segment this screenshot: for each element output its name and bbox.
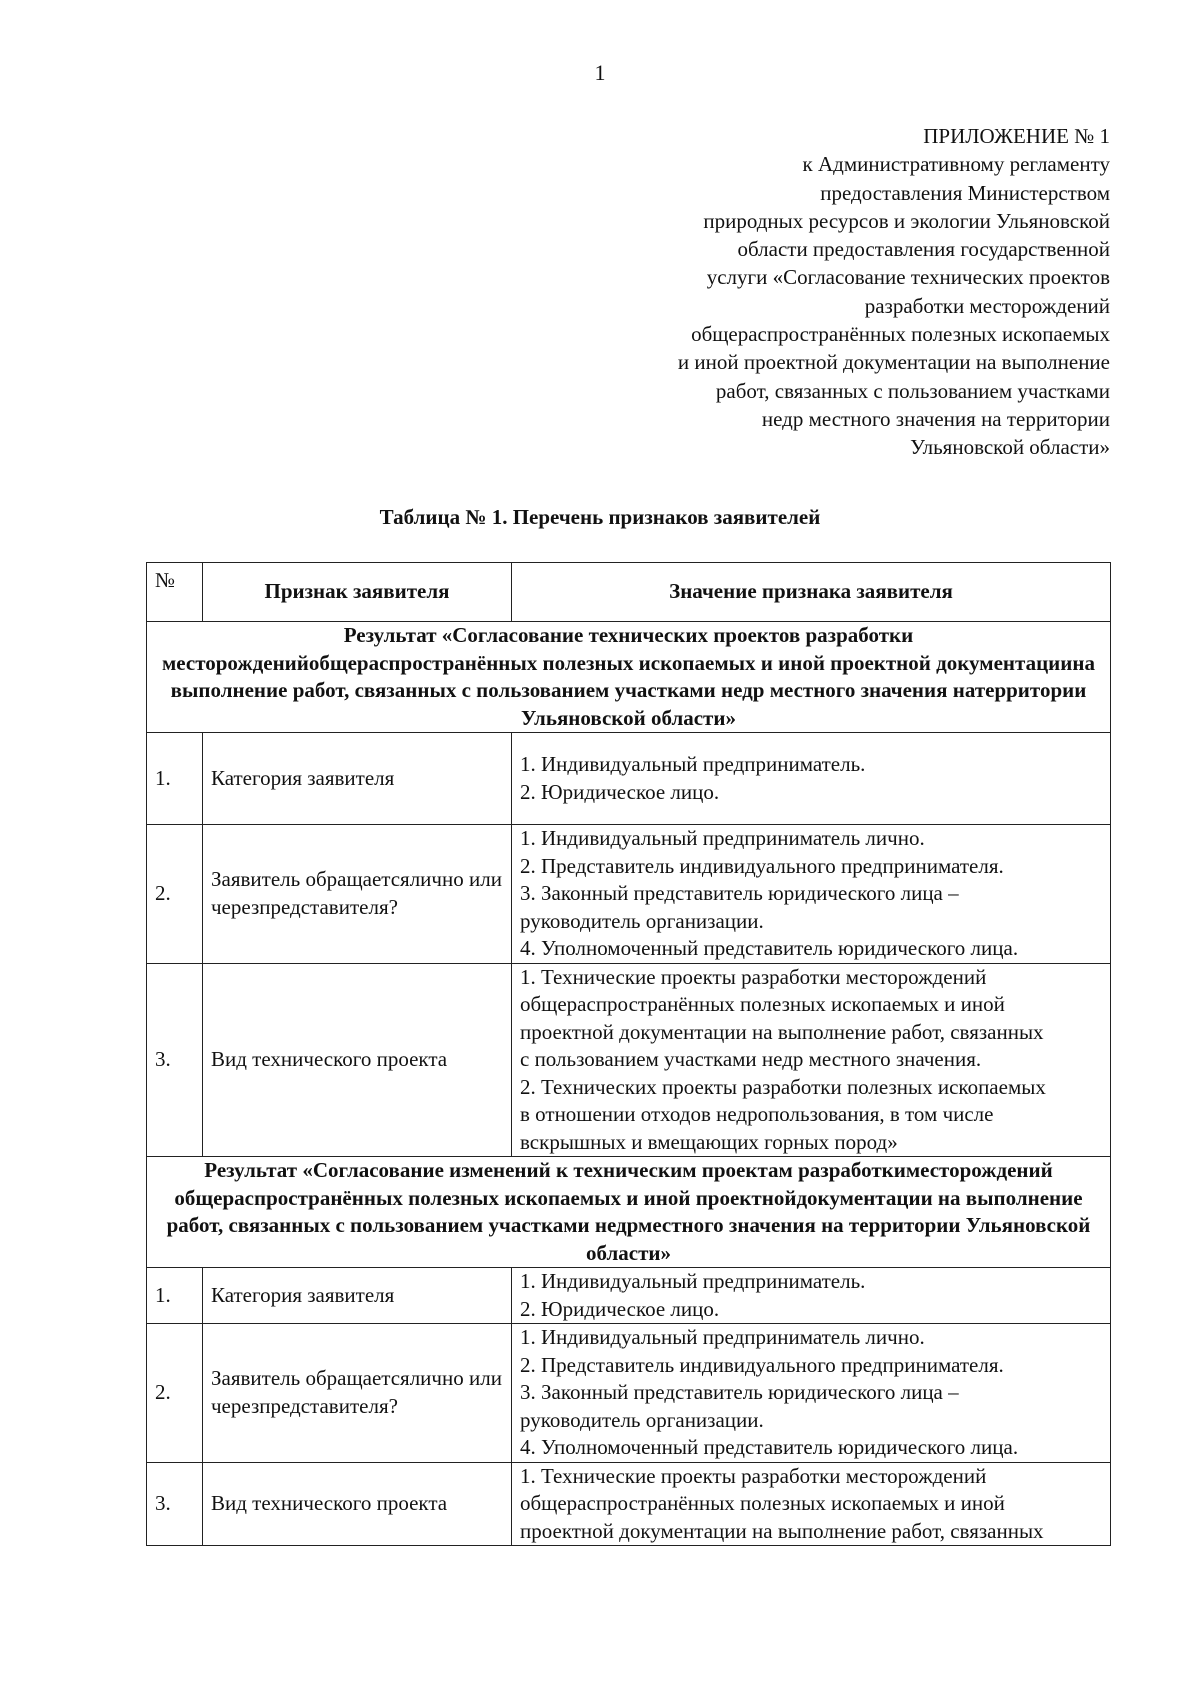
row-value bbox=[512, 733, 1111, 825]
header-num: № bbox=[147, 563, 203, 622]
header-value: Значение признака заявителя bbox=[512, 563, 1111, 622]
table-row bbox=[147, 1462, 1111, 1546]
table-row bbox=[147, 1268, 1111, 1324]
appendix-line: услуги «Согласование технических проектов bbox=[706, 265, 1110, 290]
header-feature: Признак заявителя bbox=[203, 563, 512, 622]
row-value-line: общераспространённых полезных ископаемых и иной bbox=[520, 992, 1005, 1016]
row-value-line: 2. Юридическое лицо. bbox=[520, 1296, 720, 1321]
section-title-line: месторождений общераспространённых полезных ископаемых и иной проектной bbox=[174, 1158, 1053, 1210]
section-title-line: Результат «Согласование технических проектов разработки месторождений bbox=[162, 623, 914, 675]
row-value-line: 1. Технические проекты разработки месторождений bbox=[520, 1463, 987, 1488]
row-feature bbox=[203, 1268, 512, 1324]
section-title-line: территории Ульяновской области» bbox=[521, 678, 1087, 730]
row-feature-line: Вид технического проекта bbox=[211, 1491, 448, 1515]
row-feature-line: Заявитель обращается bbox=[211, 1366, 410, 1391]
row-value-line: 4. Уполномоченный представитель юридического лица. bbox=[520, 1435, 1019, 1459]
row-feature-line: Вид технического проекта bbox=[211, 1047, 448, 1071]
row-feature-line: представителя? bbox=[259, 894, 398, 919]
table-row bbox=[147, 963, 1111, 1157]
table-title: Таблица № 1. Перечень признаков заявителей bbox=[379, 505, 821, 529]
appendix-line: и иной проектной документации на выполнение bbox=[677, 350, 1110, 375]
page-number: 1 bbox=[594, 60, 606, 85]
row-value bbox=[512, 1324, 1111, 1463]
row-feature-line: Заявитель обращается bbox=[211, 867, 410, 892]
appendix-line: работ, связанных с пользованием участками bbox=[715, 378, 1110, 403]
applicant-features-table bbox=[146, 562, 1111, 1546]
row-value-line: проектной документации на выполнение работ, связанных bbox=[520, 1518, 1044, 1543]
row-value-line: 1. Технические проекты разработки месторождений bbox=[520, 964, 987, 989]
section-title-line: общераспространённых полезных ископаемых и иной проектной документации bbox=[308, 650, 1073, 675]
appendix-line: Ульяновской области» bbox=[910, 435, 1110, 460]
table-header-row bbox=[147, 563, 1111, 622]
row-number: 1. bbox=[147, 1268, 203, 1324]
row-value bbox=[512, 1462, 1111, 1546]
appendix-line: предоставления Министерством bbox=[820, 180, 1110, 205]
row-feature bbox=[203, 733, 512, 825]
row-value-line: 1. Индивидуальный предприниматель. bbox=[520, 752, 866, 776]
section-title-line: на выполнение работ, связанных с пользованием участками недр местного значения на bbox=[170, 650, 1095, 702]
row-feature-line: лично или через bbox=[211, 1366, 502, 1418]
row-value-line: 2. Представитель индивидуального предпринимателя. bbox=[520, 1352, 1004, 1377]
row-number: 1. bbox=[147, 733, 203, 825]
appendix-line: разработки месторождений bbox=[864, 293, 1110, 318]
row-value-line: проектной документации на выполнение работ, связанных bbox=[520, 1019, 1044, 1044]
row-feature bbox=[203, 1462, 512, 1546]
appendix-line: общераспространённых полезных ископаемых bbox=[691, 322, 1110, 347]
appendix-header bbox=[678, 122, 1110, 462]
row-value-line: 3. Законный представитель юридического лица – bbox=[520, 881, 959, 905]
section-title bbox=[147, 622, 1111, 733]
appendix-line: ПРИЛОЖЕНИЕ № 1 bbox=[923, 124, 1110, 148]
row-number: 2. bbox=[147, 1324, 203, 1463]
row-value-line: вскрышных и вмещающих горных пород» bbox=[520, 1129, 898, 1154]
row-value-line: 2. Технических проекты разработки полезных ископаемых bbox=[520, 1074, 1046, 1099]
row-value-line: 3. Законный представитель юридического лица – bbox=[520, 1380, 959, 1404]
row-number: 2. bbox=[147, 825, 203, 964]
row-feature bbox=[203, 1324, 512, 1463]
row-value-line: 2. Юридическое лицо. bbox=[520, 779, 720, 804]
appendix-line: к Административному регламенту bbox=[802, 152, 1110, 177]
row-feature-line: Категория заявителя bbox=[211, 765, 395, 790]
row-value-line: 1. Индивидуальный предприниматель лично. bbox=[520, 1325, 925, 1349]
table-row bbox=[147, 825, 1111, 964]
section-header-row bbox=[147, 622, 1111, 733]
row-value-line: 1. Индивидуальный предприниматель лично. bbox=[520, 826, 925, 850]
row-feature-line: представителя? bbox=[259, 1393, 398, 1418]
appendix-line: недр местного значения на территории bbox=[761, 406, 1110, 431]
appendix-line: природных ресурсов и экологии Ульяновской bbox=[703, 208, 1110, 233]
row-feature-line: Категория заявителя bbox=[211, 1282, 395, 1307]
row-value-line: 1. Индивидуальный предприниматель. bbox=[520, 1269, 866, 1293]
section-title-line: Результат «Согласование изменений к техническим проектам разработки bbox=[204, 1158, 906, 1182]
row-value bbox=[512, 825, 1111, 964]
row-value-line: 4. Уполномоченный представитель юридического лица. bbox=[520, 936, 1019, 960]
row-number: 3. bbox=[147, 1462, 203, 1546]
row-feature bbox=[203, 963, 512, 1157]
row-feature-line: лично или через bbox=[211, 867, 502, 919]
row-value-line: 2. Представитель индивидуального предпринимателя. bbox=[520, 853, 1004, 878]
section-title-line: местного значения на территории Ульяновской области» bbox=[586, 1213, 1091, 1265]
row-value-line: в отношении отходов недропользования, в том числе bbox=[520, 1102, 994, 1126]
section-title-line: документации на выполнение работ, связанных с пользованием участками недр bbox=[166, 1185, 1083, 1237]
row-value-line: руководитель организации. bbox=[520, 1407, 764, 1432]
row-value-line: с пользованием участками недр местного значения. bbox=[520, 1047, 982, 1071]
row-value bbox=[512, 1268, 1111, 1324]
table-row bbox=[147, 733, 1111, 825]
row-feature bbox=[203, 825, 512, 964]
row-value-line: руководитель организации. bbox=[520, 908, 764, 933]
section-title bbox=[147, 1157, 1111, 1268]
appendix-line: области предоставления государственной bbox=[737, 237, 1110, 262]
row-value bbox=[512, 963, 1111, 1157]
section-header-row bbox=[147, 1157, 1111, 1268]
table-row bbox=[147, 1324, 1111, 1463]
row-value-line: общераспространённых полезных ископаемых и иной bbox=[520, 1491, 1005, 1515]
row-number: 3. bbox=[147, 963, 203, 1157]
